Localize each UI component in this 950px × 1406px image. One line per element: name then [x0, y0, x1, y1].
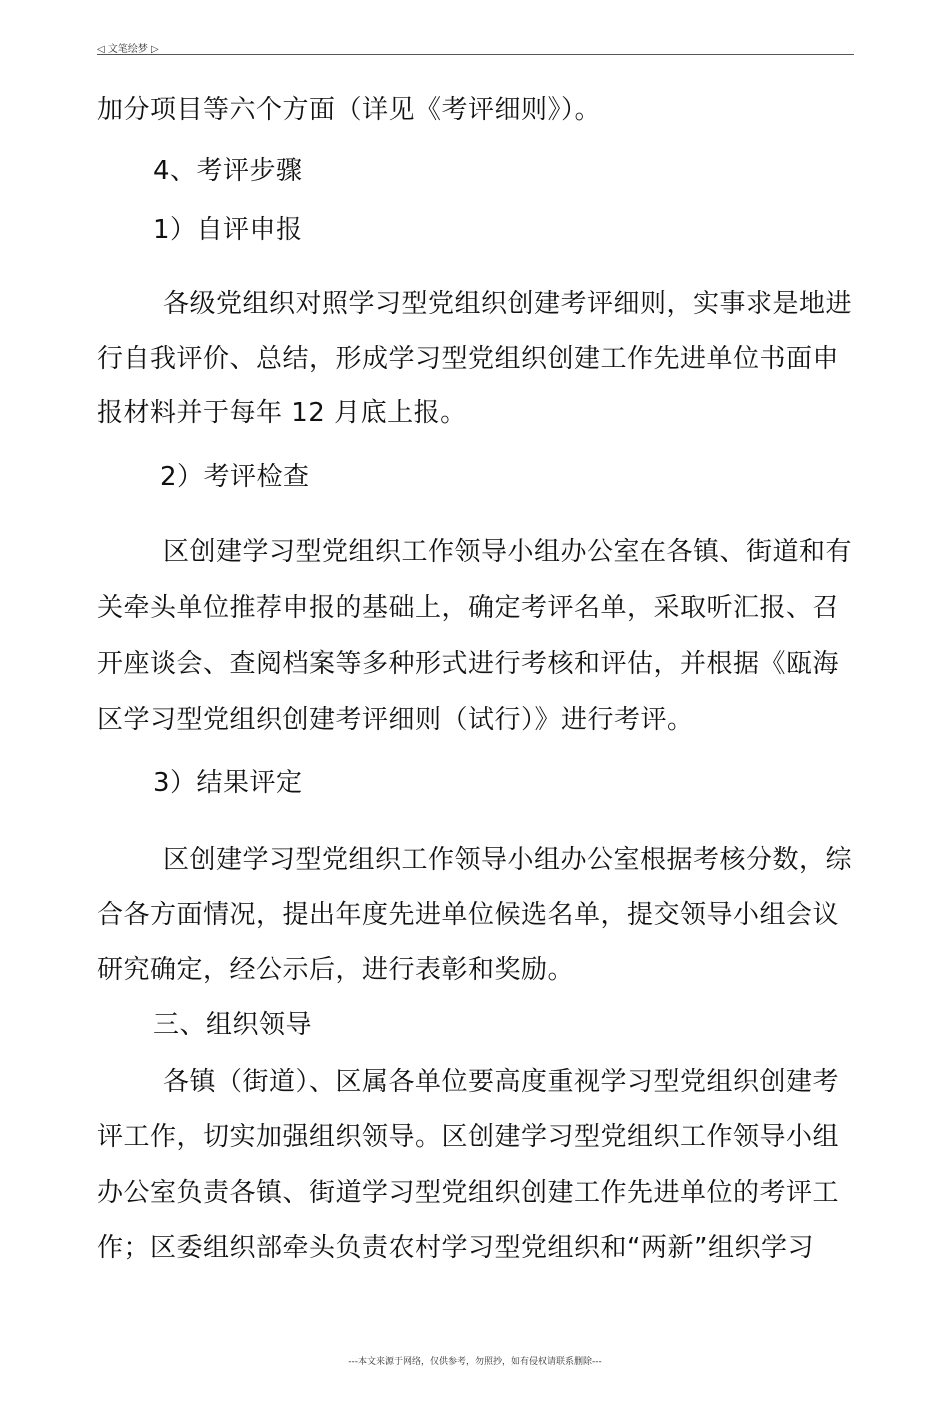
text-line: 区创建学习型党组织工作领导小组办公室根据考核分数，综	[163, 845, 853, 875]
text-line: 作；区委组织部牵头负责农村学习型党组织和“两新”组织学习	[97, 1233, 814, 1263]
page-footer: ---本文来源于网络，仅供参考，勿照抄，如有侵权请联系删除---	[348, 1357, 602, 1367]
text-line: 加分项目等六个方面（详见《考评细则》）。	[97, 95, 602, 125]
page-header: ◁ 文笔绘梦 ▷	[97, 44, 159, 55]
text-line: 关牵头单位推荐申报的基础上，确定考评名单，采取听汇报、召	[97, 593, 840, 623]
subsection-heading: 2）考评检查	[160, 462, 310, 492]
text-line: 区学习型党组织创建考评细则（试行）》进行考评。	[97, 705, 694, 735]
subsection-heading: 1）自评申报	[153, 215, 303, 245]
text-line: 报材料并于每年 12 月底上报。	[97, 398, 467, 428]
text-line: 合各方面情况，提出年度先进单位候选名单，提交领导小组会议	[97, 900, 840, 930]
text-line: 各镇（街道）、区属各单位要高度重视学习型党组织创建考	[163, 1067, 840, 1097]
text-line: 各级党组织对照学习型党组织创建考评细则，实事求是地进	[163, 289, 853, 319]
text-line: 区创建学习型党组织工作领导小组办公室在各镇、街道和有	[163, 537, 853, 567]
section-heading: 三、组织领导	[153, 1010, 313, 1040]
text-line: 行自我评价、总结，形成学习型党组织创建工作先进单位书面申	[97, 344, 840, 374]
text-line: 研究确定，经公示后，进行表彰和奖励。	[97, 955, 575, 985]
text-line: 开座谈会、查阅档案等多种形式进行考核和评估，并根据《瓯海	[97, 649, 840, 679]
section-heading: 4、考评步骤	[153, 156, 303, 186]
subsection-heading: 3）结果评定	[153, 768, 303, 798]
header-divider	[97, 54, 854, 55]
text-line: 办公室负责各镇、街道学习型党组织创建工作先进单位的考评工	[97, 1178, 840, 1208]
text-line: 评工作，切实加强组织领导。区创建学习型党组织工作领导小组	[97, 1122, 840, 1152]
